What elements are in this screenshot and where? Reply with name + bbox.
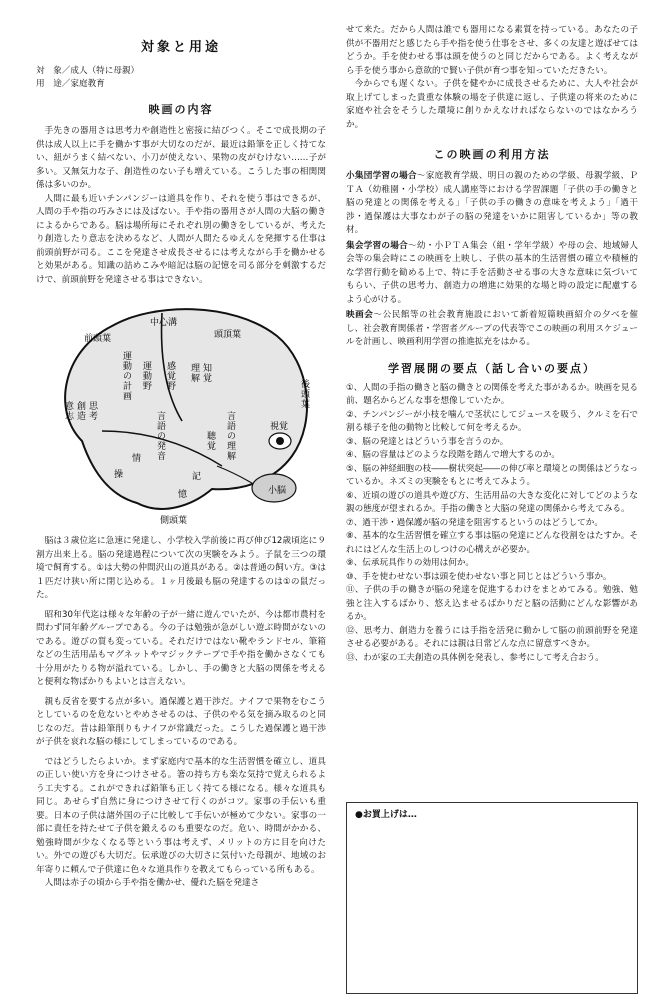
- speech-label: 言語の発音: [155, 411, 165, 461]
- occipital-lobe-label: 後頭葉: [299, 379, 309, 409]
- thinking-label: 思考: [87, 401, 97, 421]
- motor-area-label: 運動野: [141, 361, 151, 391]
- language-understanding-label: 言語の理解: [225, 411, 235, 461]
- hearing-label: 聴覚: [205, 431, 215, 451]
- content-paragraph-1: 手先きの器用さは思考力や創造性と密接に結びつく。そこで成長期の子供は成人以上に手を働かす事が大切なのだが、最近は鉛筆を正しく持てない、紐がうまく結べない、小刀が使えない、果物の皮がむけない……子が多い。又無気力な子、創造性のない子も増えている。こうした事の相関関係は多いのか。: [36, 126, 326, 190]
- target-line: 対 象／成人（特に母親）: [36, 66, 140, 76]
- memory-label-2: 憶: [178, 490, 188, 500]
- content-paragraph-5: 親も反省を要する点が多い。過保護と過干渉だ。ナイフで果物をむこうとしているのを危ないとやめさせるのは、子供のやる気を摘み取るのと同じなのだ。昔は鉛筆削りもナイフが常識だった。こうした過保護と過干渉が子供を哀れな脳の様にしてしまっているのである。: [36, 696, 326, 747]
- operation-label: 操: [114, 470, 124, 480]
- point-item: ⑬、わが家の工夫創造の具体例を発表し、参考にして考え合おう。: [346, 652, 604, 663]
- small-group-text: ～家庭教育学級、明日の親のための学級、母親学級、ＰＴＡ（幼稚園・小学校）成人講座等における学習課題「子供の手の働きと脳の発達との関係を考える」「子供の手の働きの意味を考えよう」「過干渉・過保護は大事なわが子の脳の発達をいかに阻害しているか」等の教材。: [346, 171, 638, 235]
- usage-assembly: [346, 240, 638, 308]
- assembly-label: 集会学習の場合: [346, 240, 408, 251]
- content-paragraph-6: ではどうしたらよいか。まず家庭内で基本的な生活習慣を確立し、道具の正しい使い方を身につけさせる。箸の持ち方も楽な気持で覚えられるよう工夫する。これができれば鉛筆も正しく持てる様になる。様々な道具も同じ。あせらず自然に身につけさせて行くのがコツ。家事の手伝いも重要。日本の子供は諸外国の子に比較して手伝いが極めて少ない。家事の一部に責任を持たせて子供を鍛えるのも重要なのだ。危い、時間がかかる、勉強時間が少なくなる等という事は考えず、メリットの方に目を向けたい。外での遊びも大切だ。伝承遊びの大切さに気付いた母親が、地域のお年寄りに頼んで子供達に色々な道具作りを教えてもらっている所もある。: [36, 756, 326, 875]
- small-group-label: 小集団学習の場合: [346, 171, 417, 181]
- content-paragraph-2: 人間に最も近いチンパンジーは道具を作り、それを使う事はできるが、人間の手や指の巧みさには及ばない。手や指の器用さが人間の大脳の働きによるからである。脳は場所毎にそれぞれ別の働きをしているが、考えたり創造したり意志を決めるなど、人間が人間たるゆえんを発揮する仕事は前頭前野が司る。ここを発達させ成長させるには考えながら手を働かせると効果がある。知識の詰めこみや暗記は脳の記憶を司る部分を刺激するだけで、前頭前野を発達させる事はできない。: [36, 193, 326, 285]
- point-item: ⑨、伝承玩具作りの効用は何か。: [346, 558, 475, 568]
- temporal-lobe-label: 側頭葉: [160, 516, 188, 526]
- perception-label: 知覚: [201, 363, 211, 383]
- content-heading: 映画の内容: [148, 103, 214, 116]
- content-paragraph-3: 脳は３歳位迄に急速に発達し、小学校入学前後に再び伸び12歳頃迄に９割方出来上る。脳の発達過程について次の実験をみよう。子鼠を三つの環境で飼育する。①は大勢の仲間沢山の道具がある。②は普通の飼い方。③は１匹だけ狭い所に閉じ込める。１ヶ月後最も脳の発達するのは①の鼠だった。: [36, 536, 326, 600]
- parietal-lobe-label: 頭頂葉: [214, 330, 242, 340]
- right-paragraph-2: 今からでも遅くない。子供を健やかに成長させるために、大人や社会が取上げてしまった貴重な体験の場を子供達に返し、子供達の将来のために家庭や社会をそうした環境に創りかえなければならないのではなかろうか。: [346, 79, 638, 130]
- point-item: ⑦、過干渉・過保護が脳の発達を阻害するというのはどうしてか。: [346, 517, 603, 528]
- usage-heading: この映画の利用方法: [433, 148, 551, 161]
- right-column: [346, 0, 638, 665]
- vision-label: 視覚: [270, 422, 289, 432]
- motor-planning-label: 運動の計画: [121, 351, 131, 401]
- memory-label-1: 記: [192, 472, 202, 482]
- points-heading: 学習展開の要点（話し合いの要点）: [388, 361, 596, 375]
- understanding-label: 理解: [189, 363, 199, 383]
- content-paragraph-7: 人間は赤子の頃から手や指を働かせ、優れた脳を発達さ: [44, 878, 260, 888]
- assembly-text: ～幼・小ＰＴＡ集会（組・学年学級）や母の会、地域婦人会等の集会時にこの映画を上映し、子供の基本的生活習慣の確立や積極的な学習行動を勧める上で、特に手を活動させる事の大きな意味に気づいてもらい、子供の思考力、創造力の増進に効果的な場と時の設定に配慮するよう心がける。: [346, 240, 638, 305]
- point-item: ④、脳の容量はどのような段階を踏んで増大するのか。: [346, 450, 560, 460]
- film-meeting-text: ～公民館等の社会教育施設において新着短篇映画紹介の夕べを催し、社会教育関係者・学習者グループの代表等でこの映画の利用スケジュールを計画し、映画利用学習の推進拡充をはかる。: [346, 310, 638, 347]
- emotion-label: 情: [132, 454, 142, 464]
- usage-film-meeting: [346, 309, 638, 350]
- point-item: ⑧、基本的な生活習慣を確立する事は脳の発達にどんな役割をはたすか。それにはどんな生活上のしつけの心構えが必要か。: [346, 531, 638, 555]
- right-paragraph-1: せて来た。だから人間は誰でも器用になる素質を持っている。あなたの子供が不器用だと感じたら手や指を使う仕事をさせ、多くの友達と遊ばせてはどうか。手を使わせる事は頭を使うのと同じだからである。よく考えながら手を使う事から意欲的で賢い子供が育つ事を知っていただきたい。: [346, 25, 638, 76]
- point-item: ⑥、近頃の遊びの道具や遊び方、生活用品の大きな変化に対してどのような親の態度が望まれるか。手指の働きと大脳の発達の関係から考えてみる。: [346, 490, 638, 514]
- cerebellum-label: 小脳: [268, 486, 287, 496]
- creation-label: 創造: [75, 401, 85, 421]
- point-item: ⑫、思考力、創造力を養うには手指を活発に動かして脳の前頭前野を発達させる必要がある。それには親は日常どんな点に留意すべきか。: [346, 625, 638, 649]
- left-column: [36, 0, 326, 891]
- point-item: ⑤、脳の神経細胞の枝――樹状突起――の伸び率と環境との関係はどうなっているか。ネズミの実験をもとに考えてみよう。: [346, 463, 638, 487]
- point-item: ②、チンパンジーが小枝を噛んで茎状にしてジュースを吸う、クルミを石で割る様子を他の動物と比較して何を考えるか。: [346, 409, 638, 433]
- sensory-area-label: 感覚野: [165, 361, 175, 391]
- point-item: ⑩、手を使わせない事は頭を使わせない事と同じとはどういう事か。: [346, 571, 612, 582]
- purchase-box: [346, 802, 638, 994]
- document-title: 対象と用途: [140, 40, 221, 55]
- point-item: ①、人間の手指の働きと脳の働きとの関係を考えた事があるか。映画を見る前、題名からどんな事を想像していたか。: [346, 382, 638, 406]
- film-meeting-label: 映画会: [346, 310, 374, 320]
- target-audience: [36, 65, 326, 91]
- usage-small-group: [346, 170, 638, 238]
- point-item: ⑪、子供の手の働きが脳の発達を促進するわけをまとめてみる。勉強、勉強と注入するばかり、悠え込ませるばかりだと脳の活動にどんな影響があるか。: [346, 585, 638, 622]
- central-sulcus-label: 中心溝: [150, 318, 178, 328]
- purchase-label: ●お買上げは…: [355, 810, 417, 820]
- point-item: ③、脳の発達とはどういう事を言うのか。: [346, 436, 509, 447]
- brain-diagram: [42, 291, 316, 529]
- use-line: 用 途／家庭教育: [36, 79, 105, 89]
- content-paragraph-4: 昭和30年代迄は様々な年齢の子が一緒に遊んでいたが、今は都市農村を問わず同年齢グループである。今の子は勉強が急がしい遊ぶ時間がないのである。遊びの質も変っている。それだけではない靴やランドセル、筆箱などの生活用品もマグネットやマジックテープで手や指を働かさなくても十分用がたりる物が溢れている。しかし、手の働きと大脳の関係を考えると便利な物ばかりもよいとは言えない。: [36, 609, 326, 687]
- frontal-lobe-label: 前頭葉: [84, 334, 112, 344]
- will-label: 意志: [63, 401, 73, 421]
